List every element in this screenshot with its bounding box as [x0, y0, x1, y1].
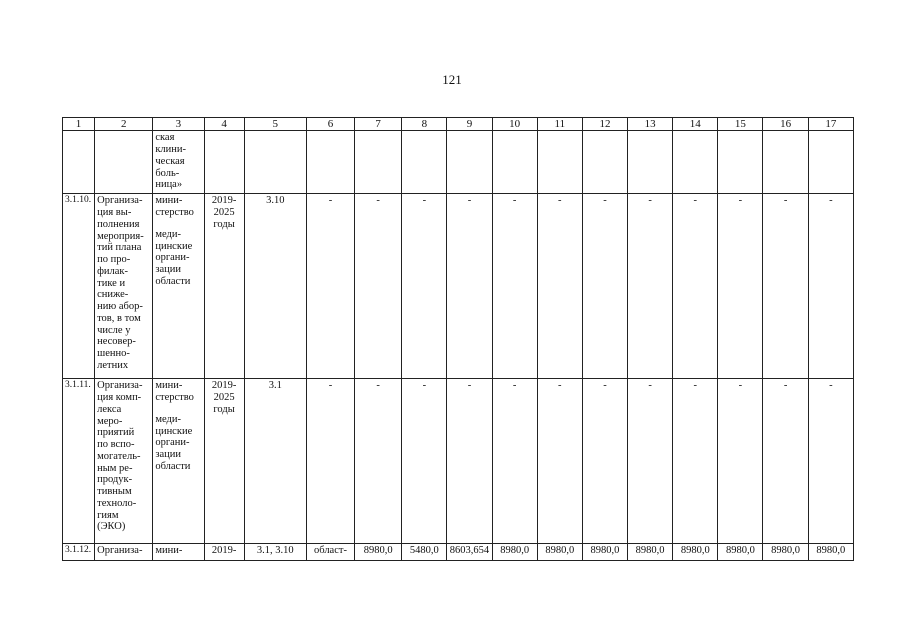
value-cell: -	[763, 379, 808, 544]
column-header: 11	[537, 118, 582, 131]
value-cell	[718, 131, 763, 194]
code-cell: 3.1.11.	[63, 379, 95, 544]
value-cell: 8980,0	[718, 544, 763, 561]
text-line: тивным	[97, 486, 132, 498]
text-line: области	[155, 275, 191, 287]
value-cell: -	[582, 379, 627, 544]
executor-cell	[153, 194, 204, 379]
text-line: несовер-	[97, 336, 136, 348]
column-header: 17	[808, 118, 853, 131]
table-row	[63, 544, 854, 561]
text-line: техноло-	[97, 497, 137, 509]
column-header: 5	[244, 118, 306, 131]
table-row	[63, 194, 854, 379]
value-cell: -	[355, 194, 402, 379]
value-cell: 8603,654	[447, 544, 492, 561]
column-header: 8	[402, 118, 447, 131]
text-line: органи-	[155, 252, 190, 264]
table-row	[63, 379, 854, 544]
column-header: 15	[718, 118, 763, 131]
executor-cell	[153, 131, 204, 194]
text-line: мини-	[155, 380, 183, 392]
table-row	[63, 131, 854, 194]
value-cell: 8980,0	[808, 544, 853, 561]
column-header: 13	[628, 118, 673, 131]
value-cell: -	[808, 379, 853, 544]
text-line: приятий	[97, 427, 135, 439]
value-cell: -	[673, 379, 718, 544]
targets-cell: 3.10	[244, 194, 306, 379]
page-number: 121	[442, 72, 462, 87]
text-line: органи-	[155, 437, 190, 449]
text-line: годы	[213, 403, 235, 415]
text-line: по вспо-	[97, 439, 135, 451]
value-cell: 8980,0	[763, 544, 808, 561]
text-line: стерство	[155, 207, 194, 219]
value-cell	[355, 131, 402, 194]
text-line: ция комп-	[97, 392, 142, 404]
value-cell	[492, 131, 537, 194]
value-cell: -	[447, 379, 492, 544]
value-cell: -	[718, 194, 763, 379]
text-line: боль-	[155, 167, 180, 179]
period-cell	[204, 379, 244, 544]
value-cell: 8980,0	[628, 544, 673, 561]
text-line: 2019-	[211, 380, 237, 392]
name-cell	[95, 194, 153, 379]
text-line: области	[155, 460, 191, 472]
text-line: филак-	[97, 265, 129, 277]
value-cell: -	[402, 194, 447, 379]
value-cell: 8980,0	[673, 544, 718, 561]
text-line: мероприя-	[97, 230, 144, 242]
executor-cell: мини-	[153, 544, 204, 561]
text-line: ным ре-	[97, 462, 133, 474]
text-line: продук-	[97, 474, 133, 486]
text-line: Организа-	[97, 380, 143, 392]
value-cell	[582, 131, 627, 194]
text-line: стерство	[155, 392, 194, 404]
value-cell: -	[402, 379, 447, 544]
name-cell	[95, 379, 153, 544]
value-cell: -	[582, 194, 627, 379]
value-cell	[628, 131, 673, 194]
text-line: (ЭКО)	[97, 521, 126, 533]
period-cell	[204, 131, 244, 194]
text-line: годы	[213, 218, 235, 230]
text-line: ница»	[155, 179, 183, 191]
text-line: шенно-	[97, 348, 130, 360]
text-line: зации	[155, 449, 181, 461]
value-cell: -	[537, 379, 582, 544]
period-cell: 2019-	[204, 544, 244, 561]
code-cell: 3.1.10.	[63, 194, 95, 379]
value-cell	[537, 131, 582, 194]
value-cell: 5480,0	[402, 544, 447, 561]
text-line: числе у	[97, 324, 131, 336]
text-line: меди-	[155, 413, 181, 425]
value-cell	[673, 131, 718, 194]
value-cell	[447, 131, 492, 194]
column-header: 1	[63, 118, 95, 131]
header-row	[63, 118, 854, 131]
text-line: ская	[155, 132, 175, 144]
text-line: летних	[97, 359, 129, 371]
text-line: лекса	[97, 403, 122, 415]
value-cell: 8980,0	[492, 544, 537, 561]
text-line: сниже-	[97, 289, 129, 301]
text-line: 2025	[213, 207, 235, 219]
period-cell	[204, 194, 244, 379]
source-cell: -	[306, 194, 354, 379]
text-line: цинские	[155, 240, 193, 252]
text-line: полнения	[97, 218, 140, 230]
program-table	[62, 117, 854, 561]
text-line: 2019-	[211, 195, 237, 207]
column-header: 7	[355, 118, 402, 131]
text-line: цинские	[155, 425, 193, 437]
text-line: меро-	[97, 415, 123, 427]
text-line: меди-	[155, 228, 181, 240]
text-line: ческая	[155, 155, 185, 167]
executor-cell	[153, 379, 204, 544]
column-header: 16	[763, 118, 808, 131]
value-cell: 8980,0	[537, 544, 582, 561]
source-cell	[306, 131, 354, 194]
text-line: тов, в том	[97, 312, 141, 324]
value-cell: -	[492, 379, 537, 544]
value-cell: -	[718, 379, 763, 544]
column-header: 14	[673, 118, 718, 131]
targets-cell: 3.1	[244, 379, 306, 544]
value-cell: 8980,0	[582, 544, 627, 561]
value-cell: -	[447, 194, 492, 379]
text-line: клини-	[155, 144, 187, 156]
column-header: 12	[582, 118, 627, 131]
text-line: ция вы-	[97, 207, 132, 219]
text-line: могатель-	[97, 450, 141, 462]
name-cell: Организа-	[95, 544, 153, 561]
value-cell: -	[628, 379, 673, 544]
column-header: 4	[204, 118, 244, 131]
name-cell	[95, 131, 153, 194]
code-cell: 3.1.12.	[63, 544, 95, 561]
text-line: зации	[155, 264, 181, 276]
value-cell: 8980,0	[355, 544, 402, 561]
text-line: нию абор-	[97, 301, 143, 313]
text-line: гиям	[97, 509, 119, 521]
text-line: тий плана	[97, 242, 142, 254]
text-line: по про-	[97, 254, 131, 266]
column-header: 6	[306, 118, 354, 131]
text-line: 2025	[213, 392, 235, 404]
value-cell: -	[763, 194, 808, 379]
text-line: тике и	[97, 277, 126, 289]
value-cell: -	[628, 194, 673, 379]
value-cell	[402, 131, 447, 194]
column-header: 10	[492, 118, 537, 131]
source-cell: -	[306, 379, 354, 544]
value-cell: -	[492, 194, 537, 379]
column-header: 3	[153, 118, 204, 131]
value-cell: -	[673, 194, 718, 379]
text-line: Организа-	[97, 195, 143, 207]
value-cell: -	[808, 194, 853, 379]
text-line: мини-	[155, 195, 183, 207]
value-cell: -	[355, 379, 402, 544]
value-cell	[808, 131, 853, 194]
targets-cell: 3.1, 3.10	[244, 544, 306, 561]
source-cell: област-	[306, 544, 354, 561]
column-header: 9	[447, 118, 492, 131]
column-header: 2	[95, 118, 153, 131]
code-cell	[63, 131, 95, 194]
value-cell	[763, 131, 808, 194]
targets-cell	[244, 131, 306, 194]
value-cell: -	[537, 194, 582, 379]
